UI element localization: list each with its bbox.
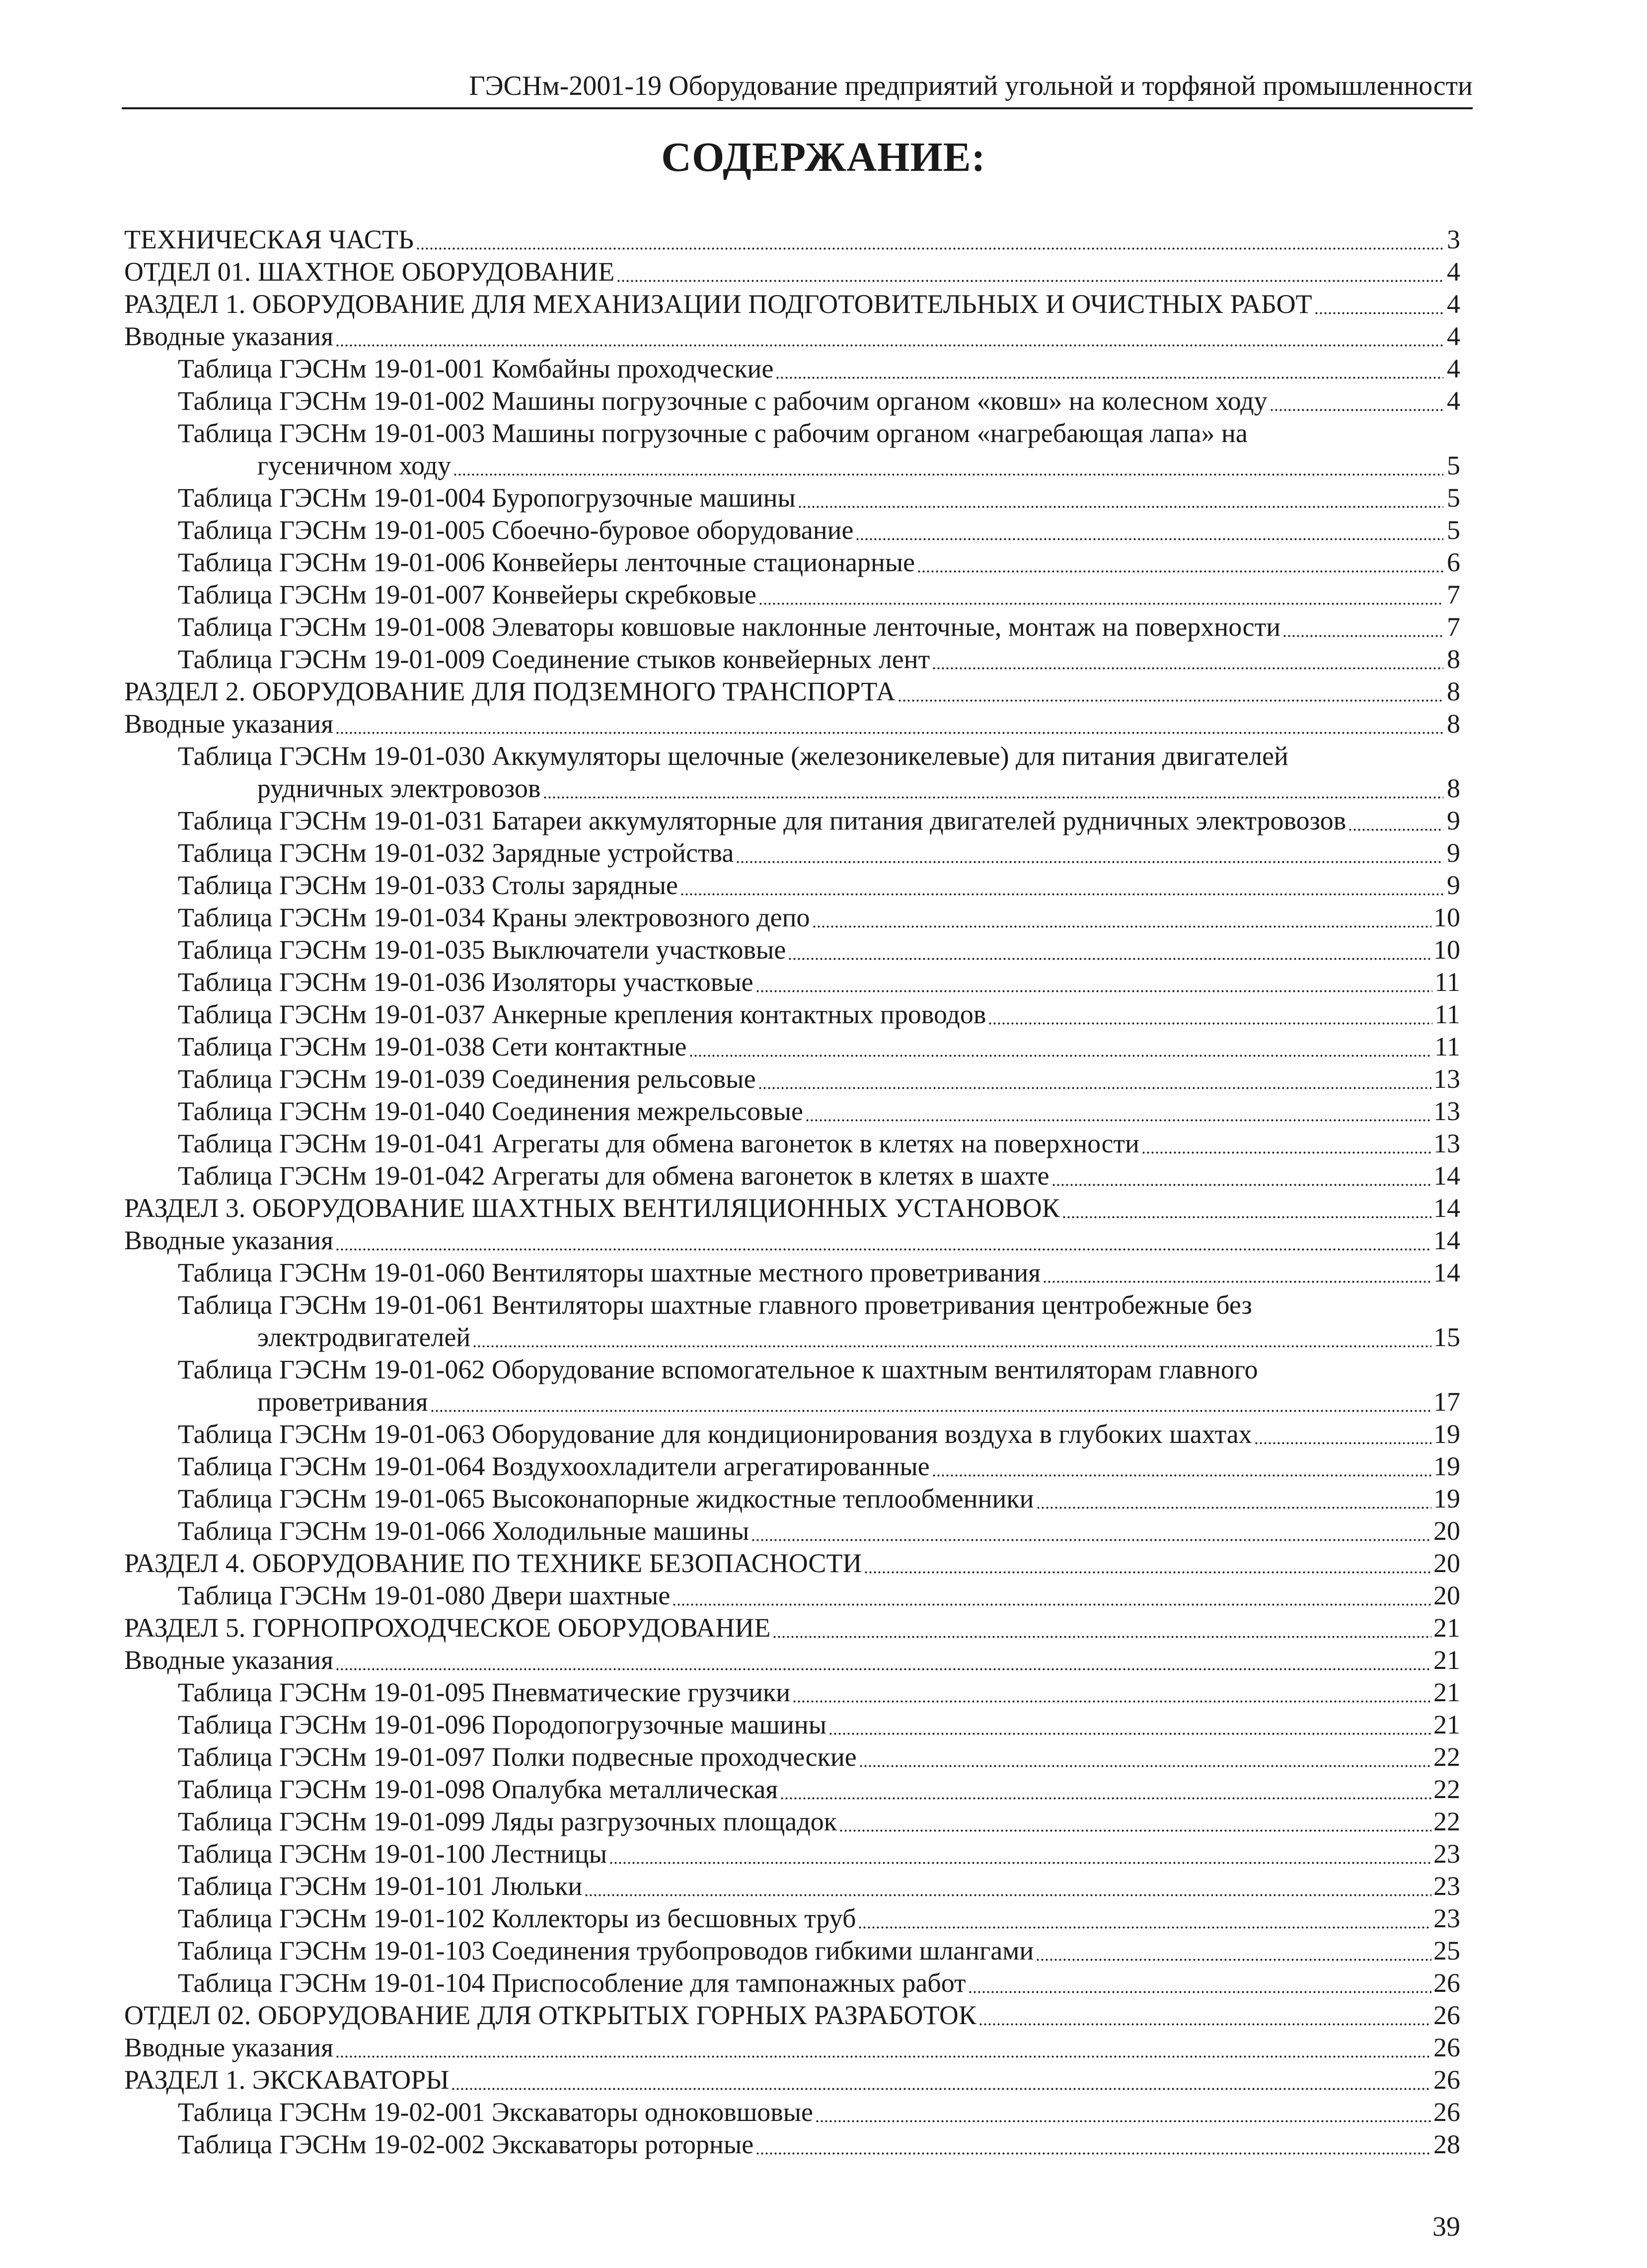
- toc-entry-page: 9: [1447, 806, 1460, 835]
- toc-entry[interactable]: [124, 772, 1460, 805]
- toc-entry[interactable]: [124, 1515, 1460, 1547]
- table-of-contents: [124, 224, 1460, 2161]
- toc-entry[interactable]: [124, 708, 1460, 740]
- toc-entry-page: 19: [1433, 1451, 1460, 1481]
- toc-entry[interactable]: [124, 1031, 1460, 1063]
- toc-dot-leader: [898, 676, 1443, 708]
- toc-entry-page: 10: [1433, 903, 1460, 932]
- toc-entry-title: РАЗДЕЛ 4. ОБОРУДОВАНИЕ ПО ТЕХНИКЕ БЕЗОПАСНОСТИ: [124, 1548, 862, 1578]
- toc-entry-title: РАЗДЕЛ 5. ГОРНОПРОХОДЧЕСКОЕ ОБОРУДОВАНИЕ: [124, 1613, 771, 1643]
- toc-entry-page: 21: [1433, 1677, 1460, 1707]
- toc-entry[interactable]: [124, 1257, 1460, 1289]
- toc-entry-page: 4: [1447, 289, 1460, 319]
- toc-entry-page: 7: [1447, 612, 1460, 642]
- toc-dot-leader: [780, 1773, 1431, 1806]
- toc-entry[interactable]: [124, 1289, 1460, 1321]
- toc-entry[interactable]: [124, 1547, 1460, 1580]
- toc-dot-leader: [609, 1838, 1431, 1870]
- toc-entry-page: 5: [1447, 483, 1460, 513]
- toc-entry-title: Таблица ГЭСНм 19-01-005 Сбоечно-буровое оборудование: [178, 515, 854, 545]
- toc-entry-title: Таблица ГЭСНм 19-01-080 Двери шахтные: [178, 1581, 671, 1610]
- toc-entry-page: 4: [1447, 386, 1460, 416]
- toc-dot-leader: [755, 966, 1432, 998]
- toc-entry-page: 26: [1433, 2000, 1460, 2030]
- toc-entry-page: 8: [1447, 677, 1460, 706]
- toc-dot-leader: [839, 1806, 1431, 1838]
- toc-dot-leader: [812, 902, 1431, 934]
- toc-entry[interactable]: [124, 934, 1460, 966]
- toc-entry[interactable]: [124, 643, 1460, 676]
- toc-entry[interactable]: [124, 1709, 1460, 1741]
- toc-entry-page: 9: [1447, 838, 1460, 868]
- toc-entry-title: Таблица ГЭСНм 19-01-063 Оборудование для кондиционирования воздуха в глубоких шахтах: [178, 1419, 1252, 1449]
- toc-dot-leader: [1043, 1257, 1431, 1289]
- toc-entry[interactable]: [124, 1128, 1460, 1160]
- toc-dot-leader: [1282, 611, 1443, 643]
- toc-dot-leader: [1270, 385, 1443, 417]
- toc-entry[interactable]: [124, 1321, 1460, 1354]
- toc-entry-title: Таблица ГЭСНм 19-01-001 Комбайны проходческие: [178, 354, 774, 383]
- page-number: 39: [1432, 2211, 1460, 2242]
- toc-dot-leader: [932, 1450, 1431, 1483]
- toc-dot-leader: [968, 1967, 1431, 1999]
- toc-entry-page: 21: [1433, 1710, 1460, 1739]
- toc-dot-leader: [335, 1224, 1431, 1257]
- toc-entry-page: 5: [1447, 515, 1460, 545]
- toc-dot-leader: [1348, 805, 1443, 837]
- toc-entry[interactable]: [124, 1773, 1460, 1806]
- toc-entry-page: 3: [1447, 225, 1460, 254]
- toc-entry-title: Таблица ГЭСНм 19-01-096 Породопогрузочные машины: [178, 1710, 827, 1739]
- toc-dot-leader: [543, 772, 1443, 805]
- toc-entry[interactable]: [124, 966, 1460, 998]
- toc-entry-title: Таблица ГЭСНм 19-01-095 Пневматические грузчики: [178, 1677, 791, 1707]
- toc-entry[interactable]: [124, 1418, 1460, 1450]
- toc-dot-leader: [335, 320, 1443, 353]
- toc-entry-page: 26: [1433, 2097, 1460, 2127]
- toc-entry-page: 11: [1434, 1032, 1460, 1061]
- toc-dot-leader: [689, 1031, 1433, 1063]
- toc-entry-title: Таблица ГЭСНм 19-01-066 Холодильные машины: [178, 1516, 749, 1546]
- toc-entry-page: 21: [1433, 1613, 1460, 1643]
- toc-entry-title: Таблица ГЭСНм 19-01-041 Агрегаты для обмена вагонеток в клетях на поверхности: [178, 1129, 1139, 1158]
- toc-entry[interactable]: [124, 740, 1460, 772]
- toc-entry-title: РАЗДЕЛ 2. ОБОРУДОВАНИЕ ДЛЯ ПОДЗЕМНОГО ТРАНСПОРТА: [124, 677, 896, 706]
- toc-entry-title: Таблица ГЭСНм 19-01-003 Машины погрузочные с рабочим органом «нагребающая лапа» на: [178, 418, 1248, 448]
- toc-dot-leader: [788, 934, 1431, 966]
- toc-dot-leader: [451, 2064, 1431, 2096]
- toc-entry-title: Таблица ГЭСНм 19-01-033 Столы зарядные: [178, 870, 678, 900]
- toc-entry-page: 10: [1433, 935, 1460, 965]
- toc-entry-page: 4: [1447, 257, 1460, 287]
- toc-entry-title: Таблица ГЭСНм 19-01-101 Люльки: [178, 1871, 583, 1901]
- toc-dot-leader: [430, 1386, 1431, 1418]
- toc-entry[interactable]: [124, 2096, 1460, 2128]
- toc-entry-title: Вводные указания: [124, 709, 334, 739]
- toc-dot-leader: [1062, 1192, 1431, 1224]
- toc-entry-page: 22: [1433, 1807, 1460, 1836]
- toc-dot-leader: [1036, 1935, 1431, 1967]
- toc-entry-title: Таблица ГЭСНм 19-01-030 Аккумуляторы щелочные (железоникелевые) для питания двигателей: [178, 741, 1288, 771]
- toc-entry-page: 22: [1433, 1774, 1460, 1804]
- toc-entry-page: 19: [1433, 1419, 1460, 1449]
- toc-entry-page: 23: [1433, 1871, 1460, 1901]
- toc-entry[interactable]: [124, 1870, 1460, 1902]
- toc-dot-leader: [805, 1095, 1431, 1128]
- toc-dot-leader: [792, 1676, 1431, 1709]
- toc-entry[interactable]: [124, 1483, 1460, 1515]
- toc-entry[interactable]: [124, 1806, 1460, 1838]
- toc-entry-title: Таблица ГЭСНм 19-01-031 Батареи аккумуляторные для питания двигателей рудничных электровозов: [178, 806, 1347, 835]
- toc-entry[interactable]: [124, 2064, 1460, 2096]
- toc-entry[interactable]: [124, 546, 1460, 579]
- page-title: СОДЕРЖАНИЕ:: [661, 134, 986, 180]
- toc-dot-leader: [855, 514, 1443, 546]
- toc-entry-title: проветривания: [257, 1387, 428, 1417]
- toc-dot-leader: [1141, 1128, 1431, 1160]
- toc-entry[interactable]: [124, 805, 1460, 837]
- toc-dot-leader: [584, 1870, 1431, 1902]
- toc-dot-leader: [859, 1741, 1431, 1773]
- toc-entry-title: РАЗДЕЛ 3. ОБОРУДОВАНИЕ ШАХТНЫХ ВЕНТИЛЯЦИОННЫХ УСТАНОВОК: [124, 1193, 1060, 1223]
- toc-dot-leader: [616, 256, 1443, 288]
- toc-entry-title: Таблица ГЭСНм 19-01-038 Сети контактные: [178, 1032, 687, 1061]
- toc-entry-page: 14: [1433, 1258, 1460, 1287]
- toc-entry-page: 8: [1447, 709, 1460, 739]
- toc-entry-title: Таблица ГЭСНм 19-01-061 Вентиляторы шахтные главного проветривания центробежные без: [178, 1290, 1252, 1320]
- toc-dot-leader: [335, 2032, 1431, 2064]
- toc-entry[interactable]: [124, 288, 1460, 320]
- toc-dot-leader: [828, 1709, 1431, 1741]
- toc-entry-title: Таблица ГЭСНм 19-01-042 Агрегаты для обмена вагонеток в клетях в шахте: [178, 1161, 1049, 1191]
- toc-entry[interactable]: [124, 1644, 1460, 1676]
- toc-entry-page: 22: [1433, 1742, 1460, 1772]
- toc-dot-leader: [988, 998, 1432, 1031]
- toc-entry-title: Таблица ГЭСНм 19-01-103 Соединения трубопроводов гибкими шлангами: [178, 1936, 1034, 1966]
- toc-entry-title: РАЗДЕЛ 1. ОБОРУДОВАНИЕ ДЛЯ МЕХАНИЗАЦИИ ПОДГОТОВИТЕЛЬНЫХ И ОЧИСТНЫХ РАБОТ: [124, 289, 1312, 319]
- toc-entry-page: 4: [1447, 354, 1460, 383]
- toc-dot-leader: [680, 869, 1443, 902]
- toc-entry-title: Таблица ГЭСНм 19-01-032 Зарядные устройства: [178, 838, 734, 868]
- toc-entry-page: 26: [1433, 2033, 1460, 2062]
- toc-dot-leader: [472, 1321, 1431, 1354]
- toc-entry-page: 13: [1433, 1129, 1460, 1158]
- toc-entry-page: 9: [1447, 870, 1460, 900]
- toc-entry[interactable]: [124, 1967, 1460, 1999]
- toc-entry[interactable]: [124, 1838, 1460, 1870]
- toc-dot-leader: [1051, 1160, 1431, 1192]
- toc-entry-page: 26: [1433, 2065, 1460, 2095]
- toc-entry-title: Таблица ГЭСНм 19-02-002 Экскаваторы роторные: [178, 2129, 754, 2159]
- toc-dot-leader: [864, 1547, 1431, 1580]
- toc-entry[interactable]: [124, 579, 1460, 611]
- toc-entry-page: 20: [1433, 1548, 1460, 1578]
- toc-dot-leader: [453, 450, 1443, 482]
- toc-entry[interactable]: [124, 1192, 1460, 1224]
- toc-entry-title: Таблица ГЭСНм 19-01-099 Ляды разгрузочных площадок: [178, 1807, 837, 1836]
- toc-entry[interactable]: [124, 902, 1460, 934]
- toc-entry[interactable]: [124, 1580, 1460, 1612]
- toc-entry-title: Таблица ГЭСНм 19-01-002 Машины погрузочные с рабочим органом «ковш» на колесном ходу: [178, 386, 1268, 416]
- toc-dot-leader: [775, 353, 1443, 385]
- toc-entry-page: 13: [1433, 1096, 1460, 1126]
- toc-entry-title: Вводные указания: [124, 321, 334, 351]
- toc-entry-page: 8: [1447, 773, 1460, 803]
- toc-entry[interactable]: [124, 1935, 1460, 1967]
- toc-entry[interactable]: [124, 998, 1460, 1031]
- toc-entry-page: 14: [1433, 1193, 1460, 1223]
- toc-entry[interactable]: [124, 1999, 1460, 2032]
- toc-entry-title: Таблица ГЭСНм 19-01-008 Элеваторы ковшовые наклонные ленточные, монтаж на поверхности: [178, 612, 1281, 642]
- toc-entry-title: ТЕХНИЧЕСКАЯ ЧАСТЬ: [124, 225, 414, 254]
- toc-dot-leader: [1036, 1483, 1432, 1515]
- toc-entry-page: 26: [1433, 1968, 1460, 1998]
- toc-entry[interactable]: [124, 1386, 1460, 1418]
- toc-dot-leader: [335, 1644, 1431, 1676]
- toc-entry[interactable]: [124, 385, 1460, 417]
- toc-entry[interactable]: [124, 450, 1460, 482]
- toc-entry[interactable]: [124, 1063, 1460, 1095]
- toc-entry-title: Таблица ГЭСНм 19-01-036 Изоляторы участковые: [178, 967, 753, 997]
- toc-dot-leader: [751, 1515, 1431, 1547]
- toc-entry-title: РАЗДЕЛ 1. ЭКСКАВАТОРЫ: [124, 2065, 449, 2095]
- toc-entry[interactable]: [124, 676, 1460, 708]
- toc-dot-leader: [1254, 1418, 1431, 1450]
- toc-dot-leader: [932, 643, 1443, 676]
- toc-entry[interactable]: [124, 1612, 1460, 1644]
- toc-entry-title: ОТДЕЛ 01. ШАХТНОЕ ОБОРУДОВАНИЕ: [124, 257, 615, 287]
- toc-entry-page: 14: [1433, 1225, 1460, 1255]
- toc-entry-page: 20: [1433, 1516, 1460, 1546]
- toc-entry-title: Таблица ГЭСНм 19-01-034 Краны электровозного депо: [178, 903, 810, 932]
- toc-entry-page: 17: [1433, 1387, 1460, 1417]
- toc-entry[interactable]: [124, 1224, 1460, 1257]
- toc-entry[interactable]: [124, 417, 1460, 450]
- toc-dot-leader: [858, 1902, 1431, 1935]
- toc-entry-page: 13: [1433, 1064, 1460, 1094]
- running-header: ГЭСНм-2001-19 Оборудование предприятий угольной и торфяной промышленности: [469, 71, 1473, 101]
- toc-entry-title: Вводные указания: [124, 1225, 334, 1255]
- toc-entry-title: Таблица ГЭСНм 19-01-060 Вентиляторы шахтные местного проветривания: [178, 1258, 1041, 1287]
- toc-dot-leader: [758, 579, 1443, 611]
- toc-entry-page: 20: [1433, 1581, 1460, 1610]
- toc-entry-title: Таблица ГЭСНм 19-01-039 Соединения рельсовые: [178, 1064, 756, 1094]
- toc-entry-page: 23: [1433, 1839, 1460, 1869]
- toc-entry-page: 8: [1447, 644, 1460, 674]
- toc-entry-title: Таблица ГЭСНм 19-01-102 Коллекторы из бесшовных труб: [178, 1903, 856, 1933]
- toc-entry-page: 28: [1433, 2129, 1460, 2159]
- toc-entry-title: рудничных электровозов: [257, 773, 541, 803]
- toc-entry[interactable]: [124, 611, 1460, 643]
- toc-entry[interactable]: [124, 353, 1460, 385]
- toc-entry-title: Таблица ГЭСНм 19-01-004 Буропогрузочные машины: [178, 483, 796, 513]
- toc-entry-page: 7: [1447, 580, 1460, 609]
- toc-dot-leader: [1314, 288, 1443, 320]
- toc-entry[interactable]: [124, 482, 1460, 514]
- toc-entry[interactable]: [124, 2032, 1460, 2064]
- toc-entry-title: гусеничном ходу: [257, 451, 451, 480]
- toc-entry-page: 11: [1434, 967, 1460, 997]
- toc-entry-page: 15: [1433, 1322, 1460, 1352]
- toc-dot-leader: [672, 1580, 1431, 1612]
- toc-entry[interactable]: [124, 514, 1460, 546]
- header-rule: [122, 107, 1473, 109]
- toc-entry-page: 23: [1433, 1903, 1460, 1933]
- toc-entry[interactable]: [124, 256, 1460, 288]
- toc-dot-leader: [755, 2128, 1431, 2161]
- toc-dot-leader: [978, 1999, 1431, 2032]
- toc-entry-title: Таблица ГЭСНм 19-01-100 Лестницы: [178, 1839, 607, 1869]
- toc-entry-page: 19: [1433, 1484, 1460, 1513]
- toc-entry-page: 11: [1434, 999, 1460, 1029]
- toc-entry-page: 4: [1447, 321, 1460, 351]
- toc-entry[interactable]: [124, 224, 1460, 256]
- toc-entry-title: Таблица ГЭСНм 19-01-035 Выключатели участковые: [178, 935, 786, 965]
- toc-dot-leader: [416, 224, 1443, 256]
- toc-entry[interactable]: [124, 1354, 1460, 1386]
- toc-dot-leader: [772, 1612, 1431, 1644]
- toc-dot-leader: [758, 1063, 1431, 1095]
- toc-entry-title: Таблица ГЭСНм 19-01-104 Приспособление для тампонажных работ: [178, 1968, 966, 1998]
- toc-entry[interactable]: [124, 1902, 1460, 1935]
- toc-entry[interactable]: [124, 1450, 1460, 1483]
- toc-entry-title: Таблица ГЭСНм 19-01-037 Анкерные крепления контактных проводов: [178, 999, 986, 1029]
- toc-entry-title: ОТДЕЛ 02. ОБОРУДОВАНИЕ ДЛЯ ОТКРЫТЫХ ГОРНЫХ РАЗРАБОТОК: [124, 2000, 976, 2030]
- toc-entry-title: Таблица ГЭСНм 19-01-065 Высоконапорные жидкостные теплообменники: [178, 1484, 1034, 1513]
- toc-entry[interactable]: [124, 2128, 1460, 2161]
- toc-dot-leader: [815, 2096, 1431, 2128]
- toc-entry-title: Вводные указания: [124, 2033, 334, 2062]
- toc-entry-title: Таблица ГЭСНм 19-01-040 Соединения межрельсовые: [178, 1096, 803, 1126]
- toc-entry-page: 5: [1447, 451, 1460, 480]
- toc-dot-leader: [736, 837, 1443, 869]
- toc-entry-title: Таблица ГЭСНм 19-01-098 Опалубка металлическая: [178, 1774, 778, 1804]
- toc-entry[interactable]: [124, 1095, 1460, 1128]
- toc-entry-title: Таблица ГЭСНм 19-01-062 Оборудование вспомогательное к шахтным вентиляторам главного: [178, 1355, 1258, 1384]
- toc-entry-title: Таблица ГЭСНм 19-01-064 Воздухоохладители агрегатированные: [178, 1451, 930, 1481]
- toc-dot-leader: [335, 708, 1443, 740]
- toc-entry[interactable]: [124, 1160, 1460, 1192]
- toc-entry[interactable]: [124, 837, 1460, 869]
- toc-dot-leader: [798, 482, 1443, 514]
- toc-entry-title: Таблица ГЭСНм 19-02-001 Экскаваторы одноковшовые: [178, 2097, 814, 2127]
- toc-entry-title: электродвигателей: [257, 1322, 471, 1352]
- toc-entry-title: Таблица ГЭСНм 19-01-006 Конвейеры ленточные стационарные: [178, 547, 915, 577]
- toc-entry-title: Таблица ГЭСНм 19-01-007 Конвейеры скребковые: [178, 580, 756, 609]
- toc-entry[interactable]: [124, 869, 1460, 902]
- toc-entry-title: Вводные указания: [124, 1645, 334, 1675]
- toc-entry[interactable]: [124, 1676, 1460, 1709]
- toc-entry-title: Таблица ГЭСНм 19-01-097 Полки подвесные проходческие: [178, 1742, 857, 1772]
- toc-dot-leader: [917, 546, 1443, 579]
- toc-entry-page: 25: [1433, 1936, 1460, 1966]
- toc-entry-page: 6: [1447, 547, 1460, 577]
- toc-entry-page: 21: [1433, 1645, 1460, 1675]
- toc-entry-title: Таблица ГЭСНм 19-01-009 Соединение стыков конвейерных лент: [178, 644, 930, 674]
- toc-entry[interactable]: [124, 320, 1460, 353]
- toc-entry-page: 14: [1433, 1161, 1460, 1191]
- toc-entry[interactable]: [124, 1741, 1460, 1773]
